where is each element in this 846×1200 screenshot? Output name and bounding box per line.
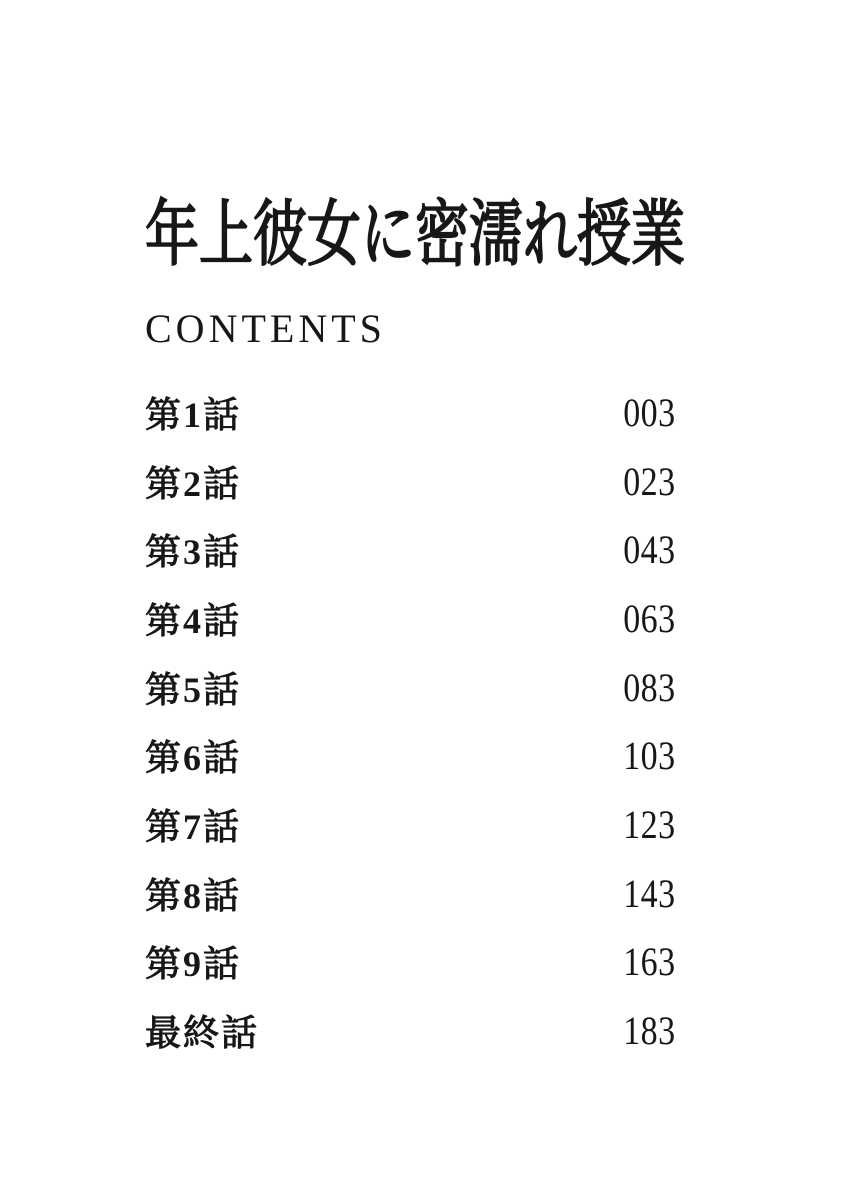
toc-row: [145, 447, 675, 516]
toc-row: [145, 378, 675, 447]
toc-row: [145, 722, 675, 791]
chapter-label: 第8話: [145, 875, 242, 916]
page-number: 123: [622, 802, 675, 848]
page-number: 163: [622, 939, 675, 985]
toc-row: [145, 790, 675, 859]
chapter-label: 第3話: [145, 532, 242, 573]
page-number: 063: [622, 595, 675, 641]
page-number: 103: [622, 733, 675, 779]
chapter-label: 第2話: [145, 463, 242, 504]
toc-row: [145, 515, 675, 584]
contents-heading: CONTENTS: [145, 306, 386, 351]
toc-row: [145, 653, 675, 722]
chapter-label: 最終話: [145, 1013, 260, 1054]
chapter-label: 第7話: [145, 807, 242, 848]
chapter-label: 第9話: [145, 944, 242, 985]
page-number: 023: [622, 458, 675, 504]
book-title: 年上彼女に密濡れ授業: [145, 195, 686, 275]
toc-row: [145, 584, 675, 653]
toc-row: [145, 996, 675, 1065]
chapter-label: 第6話: [145, 738, 242, 779]
toc-row: [145, 859, 675, 928]
page-number: 143: [622, 870, 675, 916]
chapter-label: 第4話: [145, 600, 242, 641]
toc-row: [145, 928, 675, 997]
page-number: 043: [622, 527, 675, 573]
page-number: 083: [622, 664, 675, 710]
chapter-label: 第1話: [145, 394, 242, 435]
chapter-label: 第5話: [145, 669, 242, 710]
page-number: 003: [622, 389, 675, 435]
page-number: 183: [622, 1008, 675, 1054]
toc-list: [145, 378, 675, 1065]
